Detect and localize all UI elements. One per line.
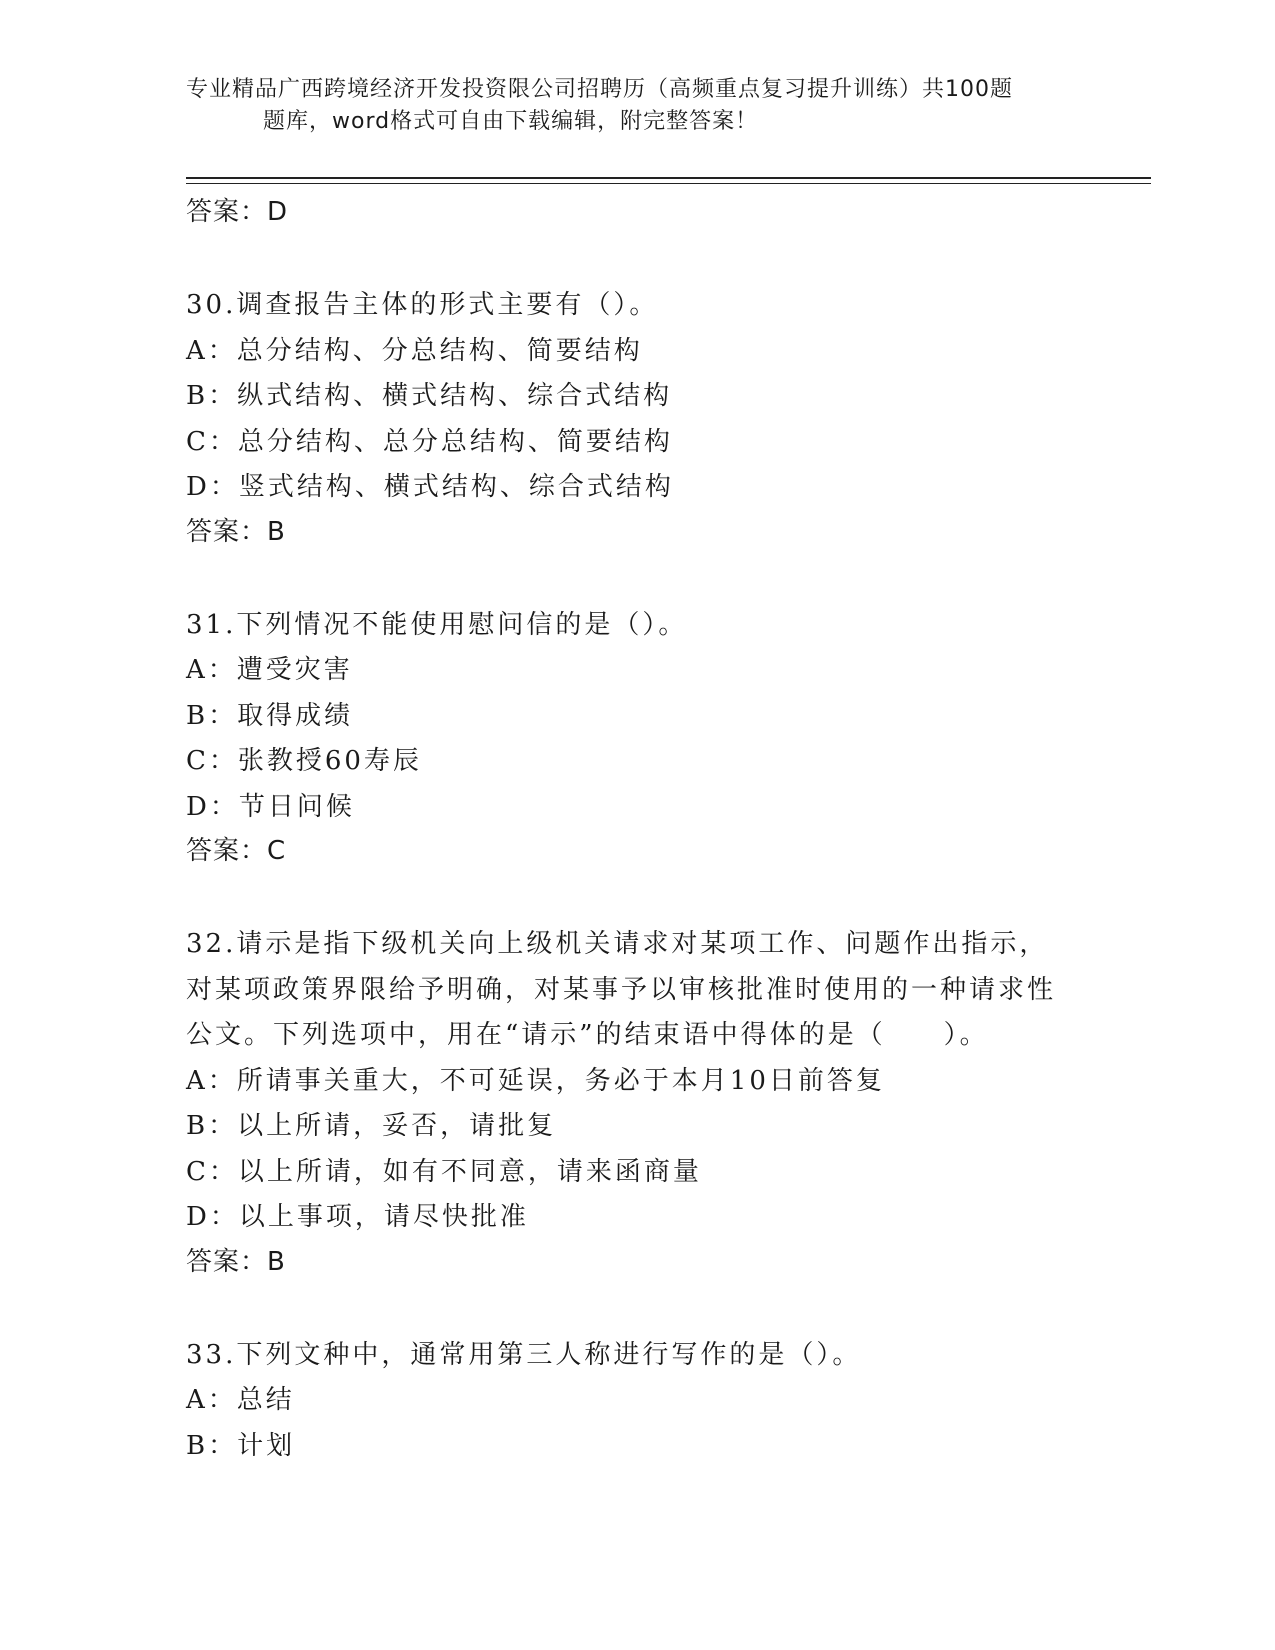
option-d: D：竖式结构、横式结构、综合式结构: [186, 472, 674, 502]
option-a: A：总结: [186, 1385, 295, 1415]
option-c: C：张教授60寿辰: [186, 746, 422, 776]
option-c: C：总分结构、总分总结构、简要结构: [186, 426, 673, 457]
question-30: [186, 283, 1086, 553]
question-list: [186, 191, 1086, 1469]
answer-29: 答案：D: [186, 197, 289, 227]
question-stem: 31.下列情况不能使用慰问信的是（）。: [186, 609, 688, 640]
option-b: B：以上所请，妥否，请批复: [186, 1111, 557, 1141]
question-stem: 32.请示是指下级机关向上级机关请求对某项工作、问题作出指示，对某项政策界限给予明确，对某事予以审核批准时使用的一种请求性公文。下列选项中，用在“请示”的结束语中得体的是（ ）。: [186, 929, 1057, 1050]
option-b: B：纵式结构、横式结构、综合式结构: [186, 381, 673, 411]
header-title-line1: 专业精品广西跨境经济开发投资限公司招聘历（高频重点复习提升训练）共100题: [186, 77, 1013, 102]
option-c: C：以上所请，如有不同意，请来函商量: [186, 1156, 702, 1187]
option-b: B：计划: [186, 1430, 296, 1461]
answer-30: 答案：B: [186, 516, 286, 547]
document-header: [186, 74, 1086, 138]
question-stem: 30.调查报告主体的形式主要有（）。: [186, 290, 659, 320]
header-title-line2: 题库，word格式可自由下载编辑，附完整答案！: [263, 109, 759, 134]
option-d: D：节日问候: [186, 791, 355, 822]
option-d: D：以上事项，请尽快批准: [186, 1202, 529, 1232]
option-a: A：总分结构、分总结构、简要结构: [186, 335, 643, 366]
question-stem: 33.下列文种中，通常用第三人称进行写作的是（）。: [186, 1339, 862, 1370]
question-32: [186, 922, 1086, 1283]
header-rule-thick: [186, 177, 1151, 179]
option-a: A：遭受灾害: [186, 655, 353, 685]
question-31: [186, 603, 1086, 873]
question-33: [186, 1333, 1086, 1470]
answer-31: 答案：C: [186, 836, 287, 866]
answer-32: 答案：B: [186, 1246, 286, 1277]
option-b: B：取得成绩: [186, 700, 354, 731]
option-a: A：所请事关重大，不可延误，务必于本月10日前答复: [186, 1065, 885, 1096]
header-rule-thin: [186, 183, 1151, 184]
